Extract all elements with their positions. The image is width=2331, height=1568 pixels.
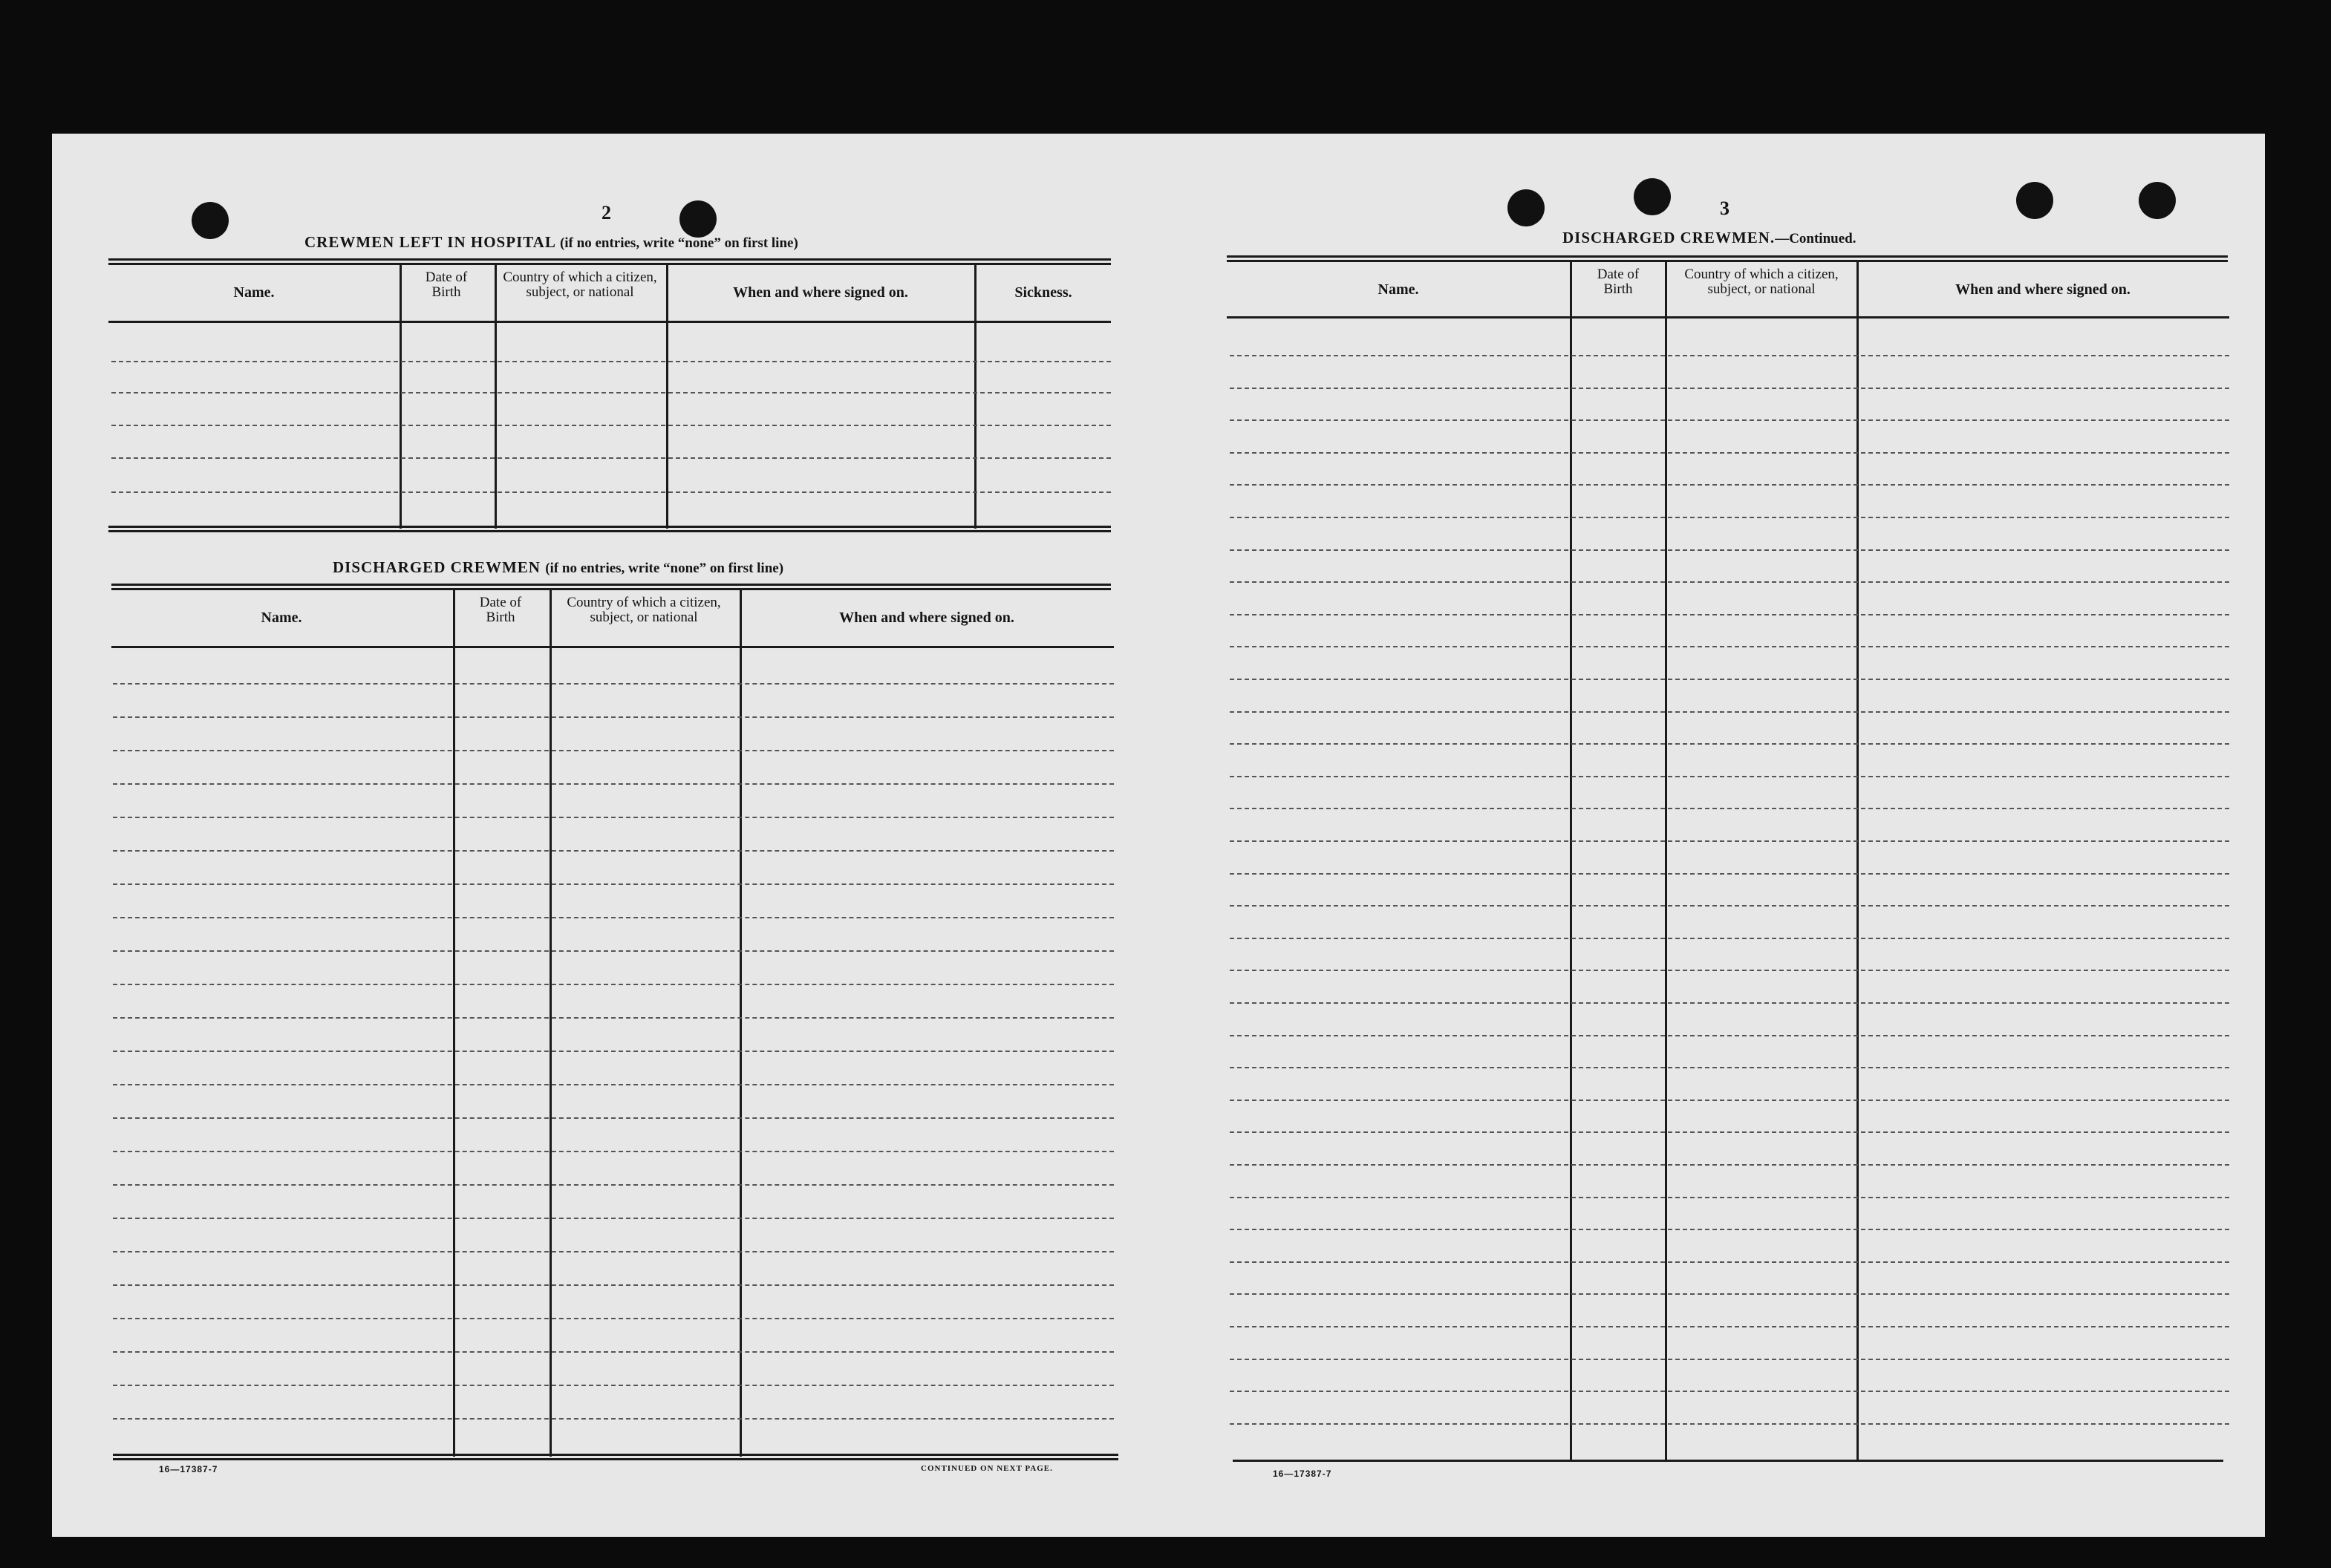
- right-col-dob: Date of Birth: [1597, 267, 1640, 297]
- entry-line: [111, 457, 1111, 459]
- entry-line: [113, 1385, 1114, 1386]
- entry-line: [1230, 1197, 2229, 1198]
- hospital-col-name: Name.: [233, 284, 275, 301]
- entry-line: [113, 1251, 1114, 1252]
- form-number-right: 16—17387-7: [1273, 1469, 1332, 1479]
- entry-line: [1230, 743, 2229, 745]
- entry-line: [113, 1151, 1114, 1152]
- right-header-rule: [1227, 316, 2229, 318]
- discharged-table-top-rule: [111, 584, 1111, 590]
- hospital-table-bottom-rule: [108, 526, 1111, 532]
- entry-line: [113, 683, 1114, 685]
- right-col-name: Name.: [1378, 281, 1419, 298]
- entry-line: [1230, 776, 2229, 777]
- right-table-top-rule: [1227, 255, 2228, 262]
- entry-line: [113, 1017, 1114, 1019]
- entry-line: [1230, 581, 2229, 583]
- continued-note: CONTINUED ON NEXT PAGE.: [921, 1464, 1053, 1473]
- discharged-table-bottom-rule: [113, 1454, 1118, 1460]
- entry-line: [113, 1117, 1114, 1119]
- hospital-col-divider: [495, 264, 497, 529]
- hospital-col-signed-on: When and where signed on.: [733, 284, 908, 301]
- entry-line: [1230, 1261, 2229, 1263]
- entry-line: [1230, 1131, 2229, 1133]
- entry-line: [111, 361, 1111, 362]
- entry-line: [1230, 388, 2229, 389]
- entry-line: [1230, 873, 2229, 875]
- entry-line: [1230, 679, 2229, 680]
- discharged-col-divider: [453, 589, 455, 1457]
- hospital-header-rule: [108, 321, 1111, 323]
- entry-line: [113, 1218, 1114, 1219]
- punch-hole: [1634, 178, 1671, 215]
- entry-line: [1230, 711, 2229, 713]
- punch-hole: [679, 200, 717, 238]
- entry-line: [113, 1351, 1114, 1353]
- entry-line: [1230, 549, 2229, 551]
- entry-line: [1230, 1035, 2229, 1036]
- entry-line: [1230, 1423, 2229, 1425]
- entry-line: [113, 750, 1114, 751]
- entry-line: [113, 1084, 1114, 1085]
- discharged-col-dob: Date of Birth: [479, 595, 522, 625]
- discharged-section-title: [333, 558, 783, 577]
- right-col-divider: [1856, 261, 1859, 1461]
- hospital-col-divider: [974, 264, 977, 529]
- right-section-title: [1562, 229, 1856, 247]
- entry-line: [113, 883, 1114, 885]
- hospital-col-divider: [666, 264, 668, 529]
- discharged-col-divider: [550, 589, 552, 1457]
- right-col-divider: [1570, 261, 1572, 1461]
- entry-line: [1230, 1002, 2229, 1004]
- punch-hole: [192, 202, 229, 239]
- entry-line: [113, 1184, 1114, 1186]
- right-title-text: DISCHARGED CREWMEN.: [1562, 229, 1776, 246]
- entry-line: [1230, 646, 2229, 647]
- entry-line: [1230, 1100, 2229, 1101]
- entry-line: [111, 491, 1111, 493]
- entry-line: [113, 1051, 1114, 1052]
- entry-line: [113, 783, 1114, 785]
- hospital-section-title: [304, 233, 798, 252]
- discharged-title-note: (if no entries, write “none” on first line): [545, 561, 784, 576]
- entry-line: [1230, 1229, 2229, 1230]
- discharged-col-name: Name.: [261, 610, 302, 626]
- entry-line: [113, 917, 1114, 918]
- page-number-right: 3: [1720, 197, 1729, 219]
- entry-line: [113, 950, 1114, 952]
- punch-hole: [1507, 189, 1545, 226]
- right-col-divider: [1665, 261, 1667, 1461]
- punch-hole: [2139, 182, 2176, 219]
- hospital-col-sickness: Sickness.: [1014, 284, 1072, 301]
- entry-line: [1230, 1391, 2229, 1392]
- entry-line: [113, 850, 1114, 852]
- hospital-col-dob: Date of Birth: [425, 270, 468, 300]
- entry-line: [1230, 938, 2229, 939]
- discharged-col-divider: [740, 589, 742, 1457]
- entry-line: [1230, 840, 2229, 842]
- right-col-country: Country of which a citizen, subject, or national: [1684, 267, 1839, 297]
- entry-line: [1230, 1293, 2229, 1295]
- entry-line: [113, 716, 1114, 718]
- hospital-col-country: Country of which a citizen, subject, or national: [503, 270, 657, 300]
- right-title-suffix: —Continued.: [1775, 231, 1856, 246]
- entry-line: [113, 1418, 1114, 1420]
- hospital-col-divider: [400, 264, 402, 529]
- entry-line: [1230, 808, 2229, 809]
- entry-line: [113, 984, 1114, 985]
- right-table-bottom-rule: [1233, 1460, 2223, 1462]
- entry-line: [111, 392, 1111, 393]
- hospital-title-note: (if no entries, write “none” on first line): [559, 235, 798, 251]
- entry-line: [1230, 1164, 2229, 1166]
- entry-line: [111, 425, 1111, 426]
- entry-line: [1230, 970, 2229, 971]
- punch-hole: [2016, 182, 2053, 219]
- entry-line: [113, 1284, 1114, 1286]
- form-number-left: 16—17387-7: [159, 1464, 218, 1474]
- entry-line: [1230, 614, 2229, 615]
- hospital-title-text: CREWMEN LEFT IN HOSPITAL: [304, 233, 555, 251]
- discharged-title-text: DISCHARGED CREWMEN: [333, 558, 541, 576]
- entry-line: [1230, 517, 2229, 518]
- page-number-left: 2: [602, 202, 611, 223]
- hospital-table-top-rule: [108, 258, 1111, 265]
- entry-line: [1230, 1326, 2229, 1327]
- entry-line: [1230, 452, 2229, 454]
- discharged-col-signed-on: When and where signed on.: [839, 610, 1014, 626]
- right-col-signed-on: When and where signed on.: [1955, 281, 2130, 298]
- entry-line: [1230, 905, 2229, 906]
- entry-line: [1230, 1067, 2229, 1068]
- entry-line: [113, 1318, 1114, 1319]
- entry-line: [1230, 419, 2229, 421]
- discharged-header-rule: [111, 646, 1114, 648]
- entry-line: [1230, 484, 2229, 486]
- entry-line: [1230, 355, 2229, 356]
- discharged-col-country: Country of which a citizen, subject, or national: [567, 595, 721, 625]
- entry-line: [113, 817, 1114, 818]
- entry-line: [1230, 1359, 2229, 1360]
